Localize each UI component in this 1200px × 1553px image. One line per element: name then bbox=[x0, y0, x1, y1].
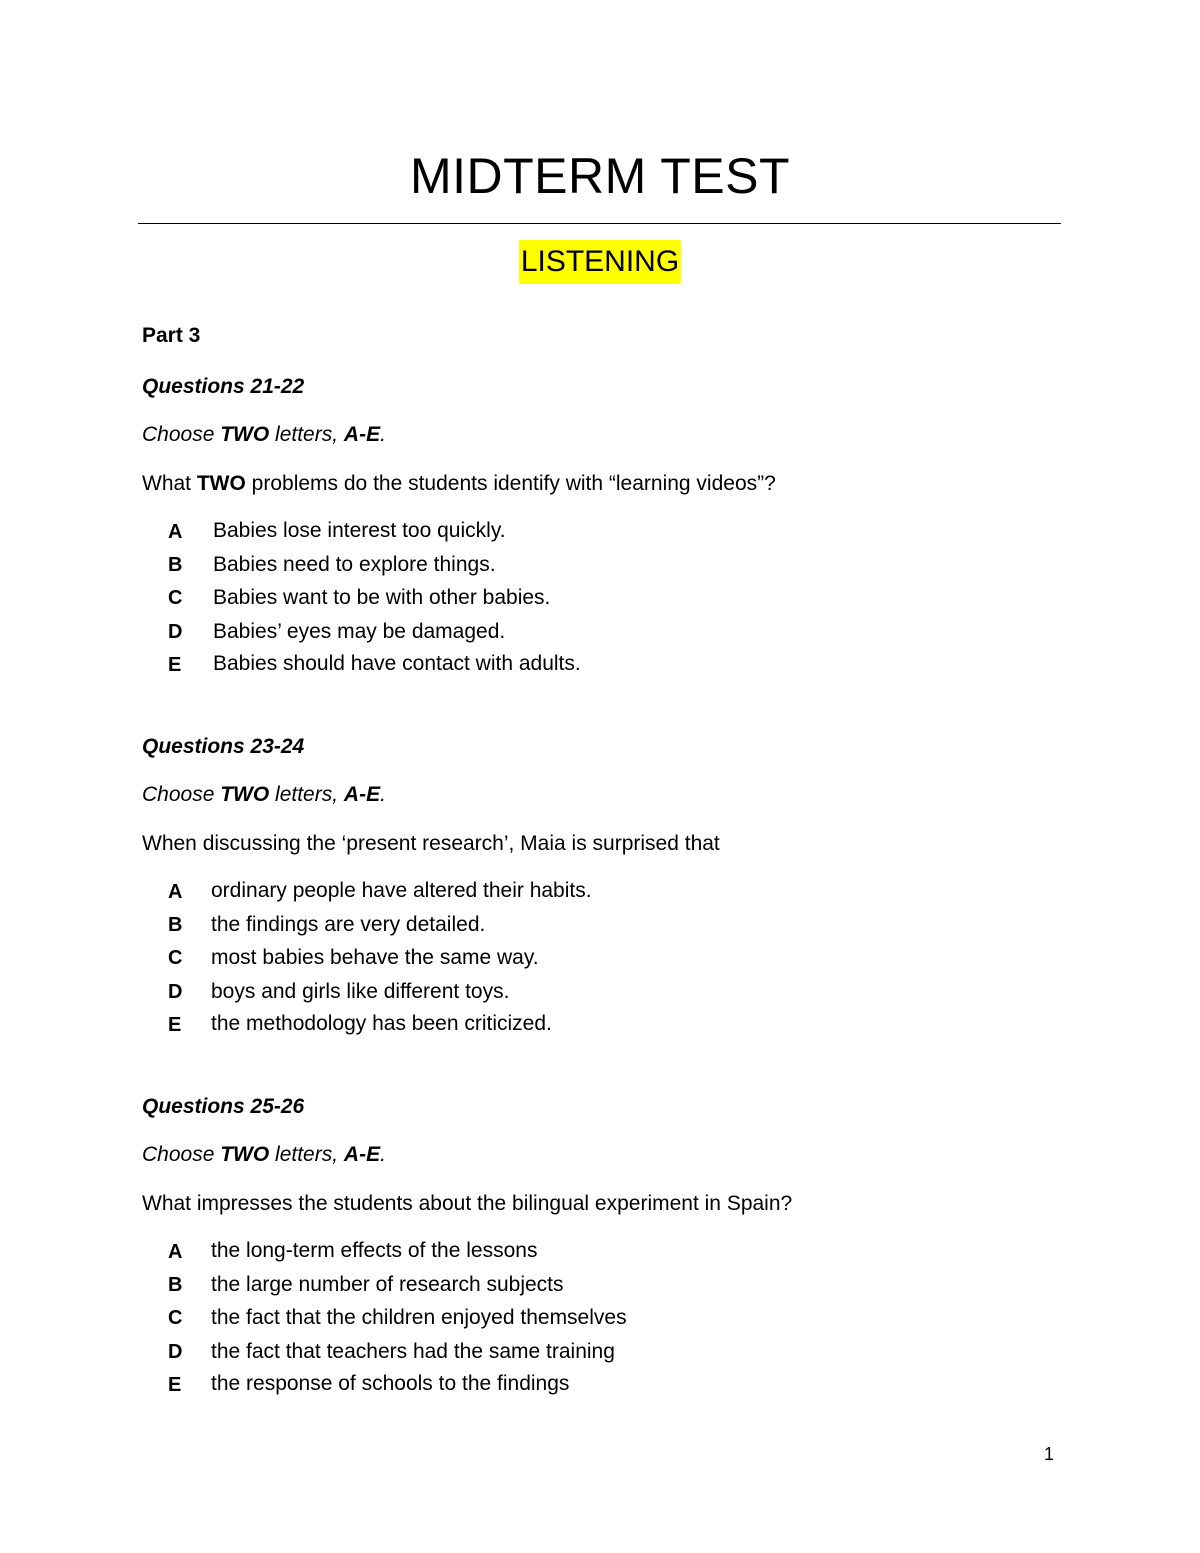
option-letter: E bbox=[168, 1374, 182, 1396]
option-text: the findings are very detailed. bbox=[211, 913, 486, 936]
question-stem: What TWO problems do the students identify with “learning videos”? bbox=[142, 472, 776, 495]
section-heading: LISTENING bbox=[519, 240, 681, 284]
question-stem: When discussing the ‘present research’, Maia is surprised that bbox=[142, 832, 720, 855]
option-letter: A bbox=[168, 1241, 183, 1263]
option-letter: B bbox=[168, 554, 183, 576]
question-group-heading: Questions 23-24 bbox=[142, 735, 305, 758]
option-text: boys and girls like different toys. bbox=[211, 980, 510, 1003]
option-letter: C bbox=[168, 947, 183, 969]
option-text: Babies should have contact with adults. bbox=[213, 652, 581, 675]
option-text: Babies’ eyes may be damaged. bbox=[213, 620, 506, 643]
option-letter: C bbox=[168, 587, 183, 609]
option-letter: A bbox=[168, 521, 183, 543]
option-text: the long-term effects of the lessons bbox=[211, 1239, 538, 1262]
question-instruction: Choose TWO letters, A-E. bbox=[142, 1143, 386, 1166]
option-text: the methodology has been criticized. bbox=[211, 1012, 552, 1035]
title-divider bbox=[138, 223, 1061, 224]
option-text: the response of schools to the findings bbox=[211, 1372, 570, 1395]
question-stem: What impresses the students about the bilingual experiment in Spain? bbox=[142, 1192, 793, 1215]
option-letter: C bbox=[168, 1307, 183, 1329]
option-letter: E bbox=[168, 1014, 182, 1036]
page-title: MIDTERM TEST bbox=[409, 148, 791, 204]
question-group-heading: Questions 21-22 bbox=[142, 375, 305, 398]
option-text: the large number of research subjects bbox=[211, 1273, 564, 1296]
option-letter: D bbox=[168, 981, 183, 1003]
option-text: most babies behave the same way. bbox=[211, 946, 539, 969]
option-text: the fact that teachers had the same training bbox=[211, 1340, 615, 1363]
option-letter: D bbox=[168, 621, 183, 643]
question-group-heading: Questions 25-26 bbox=[142, 1095, 305, 1118]
part-heading: Part 3 bbox=[142, 324, 201, 347]
question-instruction: Choose TWO letters, A-E. bbox=[142, 783, 386, 806]
option-letter: E bbox=[168, 654, 182, 676]
option-text: Babies need to explore things. bbox=[213, 553, 496, 576]
option-letter: A bbox=[168, 881, 183, 903]
option-letter: B bbox=[168, 914, 183, 936]
option-text: the fact that the children enjoyed themselves bbox=[211, 1306, 627, 1329]
section-heading-wrap bbox=[0, 240, 1200, 284]
option-text: Babies lose interest too quickly. bbox=[213, 519, 506, 542]
option-text: ordinary people have altered their habits. bbox=[211, 879, 592, 902]
option-letter: D bbox=[168, 1341, 183, 1363]
option-letter: B bbox=[168, 1274, 183, 1296]
option-text: Babies want to be with other babies. bbox=[213, 586, 551, 609]
page-number: 1 bbox=[1044, 1444, 1055, 1464]
question-instruction: Choose TWO letters, A-E. bbox=[142, 423, 386, 446]
